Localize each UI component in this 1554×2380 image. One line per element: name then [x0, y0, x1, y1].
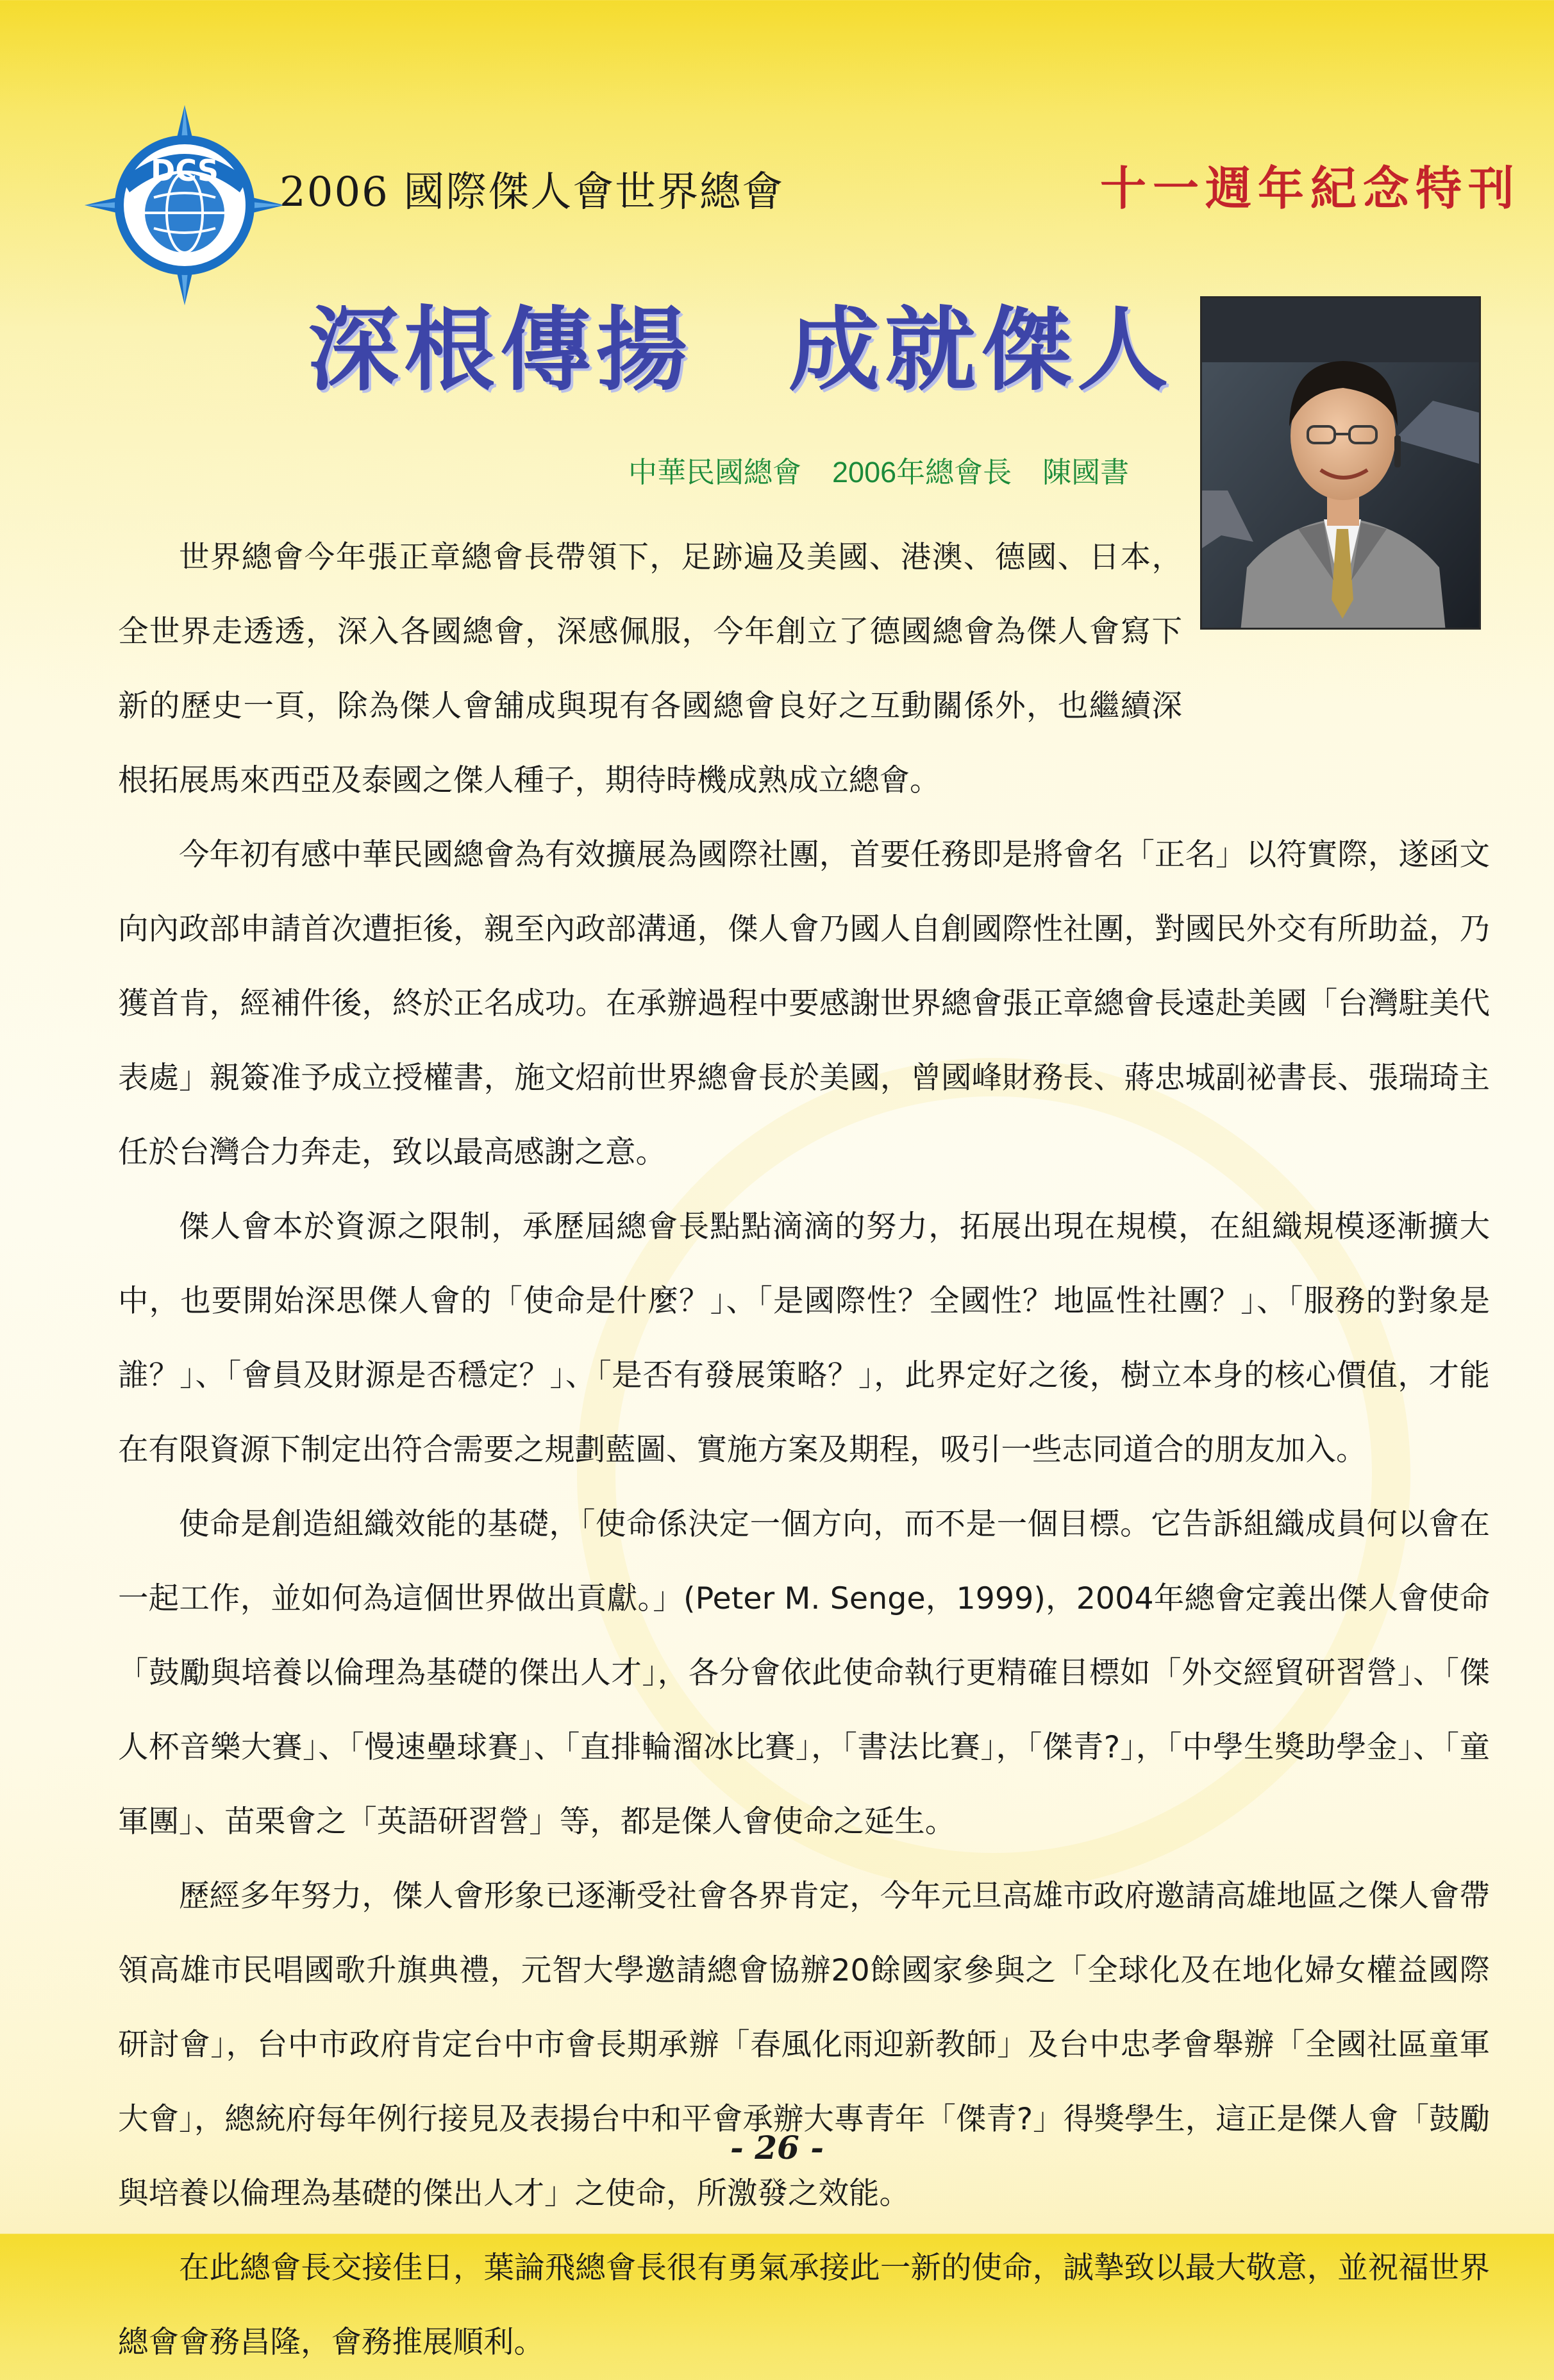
svg-text:DCS: DCS [151, 153, 219, 188]
paragraph-2: 今年初有感中華民國總會為有效擴展為國際社團，首要任務即是將會名「正名」以符實際，遂函文向內政部申請首次遭拒後，親至內政部溝通，傑人會乃國人自創國際性社團，對國民外交有所助益，乃獲首肯，經補件後，終於正名成功。在承辦過程中要感謝世界總會張正章總會長遠赴美國「台灣駐美代表處」親簽准予成立授權書，施文炤前世界總會長於美國，曾國峰財務長、蔣忠城副祕書長、張瑞琦主任於台灣合力奔走，致以最高感謝之意。 [118, 837, 1490, 1170]
byline-organization: 中華民國總會 [628, 456, 802, 489]
byline-author: 陳國書 [1042, 456, 1130, 489]
page-number: - 26 - [730, 2129, 824, 2166]
paragraph-6: 在此總會長交接佳日，葉論飛總會長很有勇氣承接此一新的使命，誠摯致以最大敬意，並祝福世界總會會務昌隆，會務推展順利。 [118, 2250, 1490, 2360]
paragraph-4: 使命是創造組織效能的基礎，「使命係決定一個方向，而不是一個目標。它告訴組織成員何以會在一起工作，並如何為這個世界做出貢獻。」(Peter M. Senge，1999)，2004年總會定義出傑人會使命「鼓勵與培養以倫理為基礎的傑出人才」，各分會依此使命執行更精確目標如「外交經貿研習營」、「傑人杯音樂大賽」、「慢速壘球賽」、「直排輪溜冰比賽」，「書法比賽」，「傑青?」，「中學生獎助學金」、「童軍團」、苗栗會之「英語研習營」等，都是傑人會使命之延生。 [118, 1507, 1490, 1839]
header-title: 2006 國際傑人會世界總會 [280, 169, 785, 216]
byline-position: 2006年總會長 [832, 456, 1012, 489]
paragraph-3: 傑人會本於資源之限制，承歷屆總會長點點滴滴的努力，拓展出現在規模，在組織規模逐漸擴大中，也要開始深思傑人會的「使命是什麼？」、「是國際性？全國性？地區性社團？」、「服務的對象是誰？」、「會員及財源是否穩定？」、「是否有發展策略？」，此界定好之後，樹立本身的核心價值，才能在有限資源下制定出符合需要之規劃藍圖、實施方案及期程，吸引一些志同道合的朋友加入。 [118, 1209, 1490, 1468]
header-subtitle: 十一週年紀念特刊 [1100, 161, 1521, 215]
article-body [118, 521, 1490, 2380]
byline [628, 449, 1129, 490]
dcs-logo [82, 103, 287, 308]
paragraph-1: 世界總會今年張正章總會長帶領下，足跡遍及美國、港澳、德國、日本，全世界走透透，深入各國總會，深感佩服，今年創立了德國總會為傑人會寫下新的歷史一頁，除為傑人會舖成與現有各國總會良好之互動關係外，也繼續深根拓展馬來西亞及泰國之傑人種子，期待時機成熟成立總會。 [118, 540, 1182, 798]
paragraph-5: 歷經多年努力，傑人會形象已逐漸受社會各界肯定，今年元旦高雄市政府邀請高雄地區之傑人會帶領高雄市民唱國歌升旗典禮，元智大學邀請總會協辦20餘國家參與之「全球化及在地化婦女權益國際研討會」，台中市政府肯定台中市會長期承辦「春風化雨迎新教師」及台中忠孝會舉辦「全國社區童軍大會」，總統府每年例行接見及表揚台中和平會承辦大專青年「傑青?」得獎學生，這正是傑人會「鼓勵與培養以倫理為基礎的傑出人才」之使命，所激發之效能。 [118, 1879, 1490, 2211]
article-title: 深根傳揚 成就傑人 [308, 297, 1173, 403]
